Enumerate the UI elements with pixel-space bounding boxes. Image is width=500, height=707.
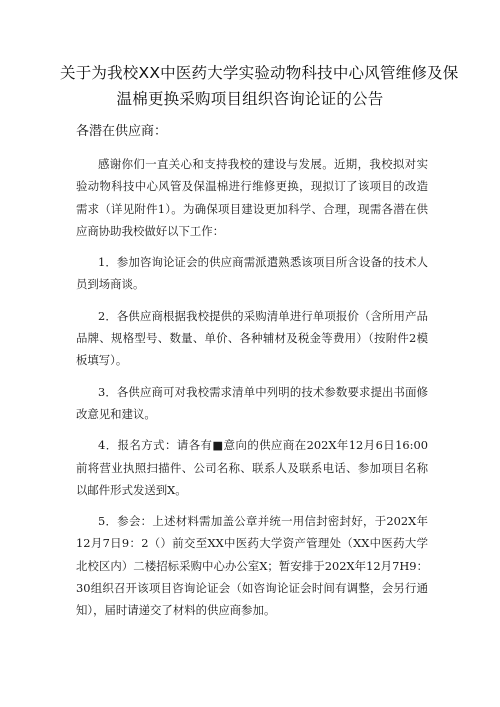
paragraph-intro: 感谢你们一直关心和支持我校的建设与发展。近期，我校拟对实验动物科技中心风管及保温棉进行维修更换，现拟订了该项目的改造需求（详见附件1）。为确保项目建设更加科学、合理，现需各潜在供应商协助我校做好以下工作： bbox=[76, 157, 428, 238]
salutation: 各潜在供应商： bbox=[76, 124, 168, 139]
paragraph-item-5: 5．参会：上述材料需加盖公章并统一用信封密封好，于202X年12月7日9：2（）前交至XX中医药大学资产管理处（XX中医药大学北校区内）二楼招标采购中心办公室X；暂安排于202X年12月7H9：30组织召开该项目咨询论证会（如咨询论证会时间有调整，会另行通知），届时请递交了材料的供应商参加。 bbox=[76, 514, 428, 618]
paragraph-item-4: 4．报名方式：请各有■意向的供应商在202X年12月6日16:00前将营业执照扫描件、公司名称、联系人及联系电话、参加项目名称以邮件形式发送到X。 bbox=[76, 438, 428, 497]
paragraph-item-2: 2．各供应商根据我校提供的采购清单进行单项报价（含所用产品品牌、规格型号、数量、单价、各种辅材及税金等费用）（按附件2模板填写）。 bbox=[76, 308, 428, 368]
document-title bbox=[60, 60, 459, 112]
title-line-2: 温棉更换采购项目组织咨询论证的公告 bbox=[116, 90, 384, 108]
paragraph-item-3: 3．各供应商可对我校需求清单中列明的技术参数要求提出书面修改意见和建议。 bbox=[76, 384, 428, 421]
paragraph-item-1: 1．参加咨询论证会的供应商需派遣熟悉该项目所含设备的技术人员到场商谈。 bbox=[76, 255, 428, 292]
title-line-1: 关于为我校XX中医药大学实验动物科技中心风管维修及保 bbox=[60, 64, 459, 82]
document-body bbox=[76, 153, 428, 631]
